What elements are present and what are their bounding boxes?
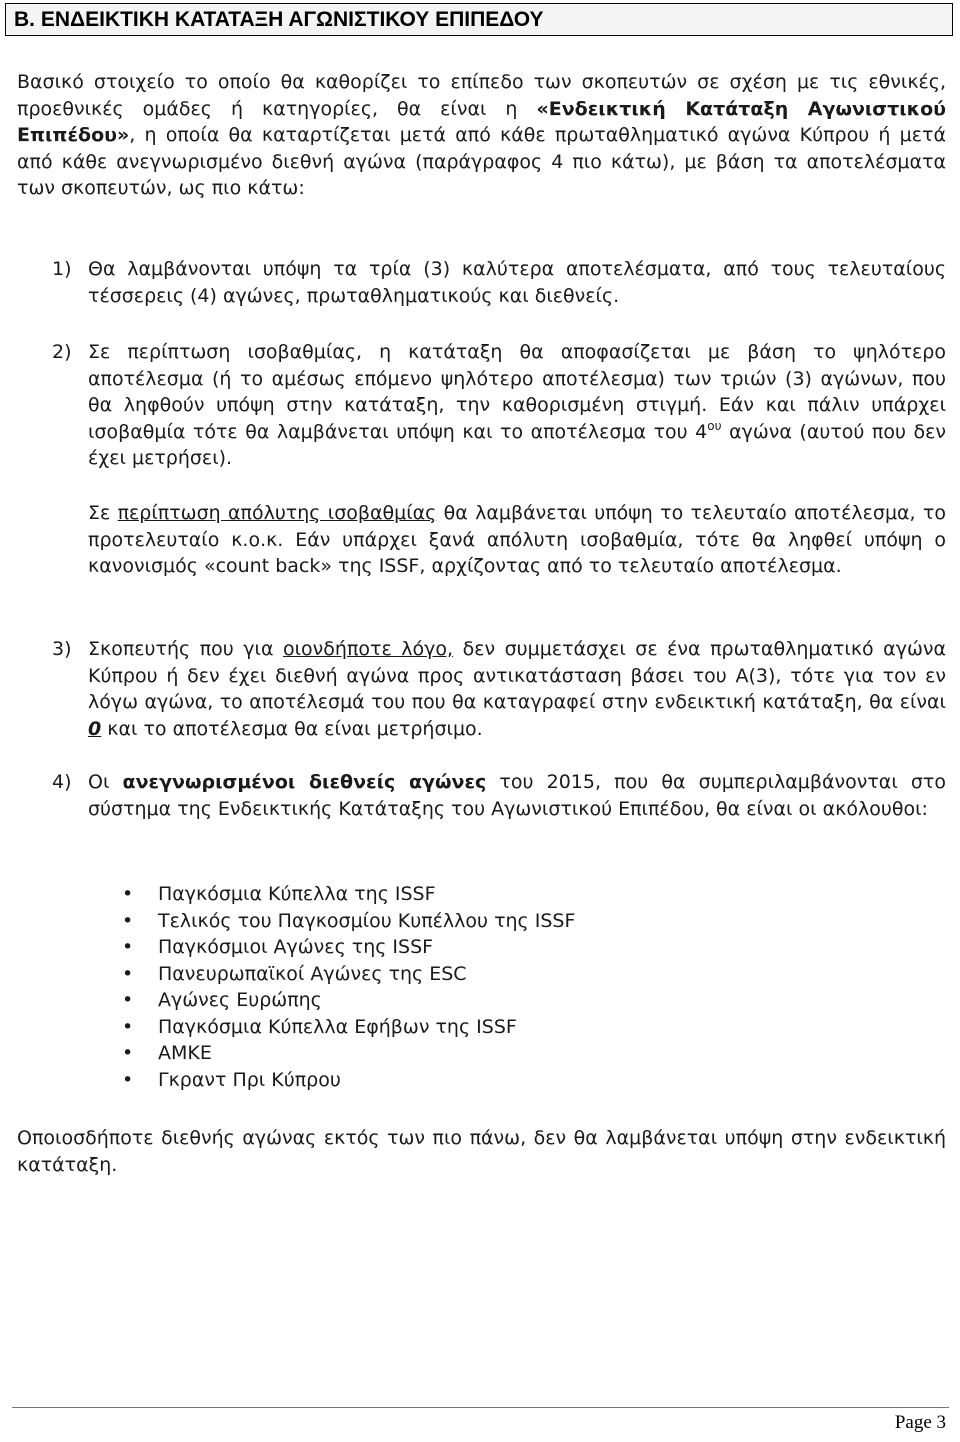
list-number: 2)	[52, 341, 72, 363]
item3-pre: Σκοπευτής που για	[88, 638, 283, 660]
list-item-text	[88, 339, 946, 472]
section-heading: Β. ΕΝΔΕΙΚΤΙΚΗ ΚΑΤΑΤΑΞΗ ΑΓΩΝΙΣΤΙΚΟΥ ΕΠΙΠΕΔΟΥ	[5, 3, 953, 36]
bullet-text: Παγκόσμια Κύπελλα Εφήβων της ISSF	[158, 1015, 517, 1038]
item4-bold: ανεγνωρισμένοι διεθνείς αγώνες	[122, 771, 487, 793]
item3-underline: οιονδήποτε λόγο,	[283, 638, 454, 660]
closing-paragraph: Οποιοσδήποτε διεθνής αγώνας εκτός των πιο πάνω, δεν θα λαμβάνεται υπόψη στην ενδεικτική κατάταξη.	[17, 1127, 946, 1176]
list-item-text	[88, 769, 946, 822]
item2-para2-pre: Σε	[88, 502, 118, 524]
list-item-text	[88, 500, 946, 580]
item2-para2-post: θα λαμβάνεται υπόψη το τελευταίο αποτέλεσμα, το προτελευταίο κ.ο.κ. Εάν υπάρχει ξανά απόλυτη ισοβαθμία, τότε θα ληφθεί υπόψη ο κανονισμός «count back» της ISSF, αρχίζοντας από το τελευταίο αποτέλεσμα.	[88, 502, 946, 577]
superscript: ου	[707, 418, 722, 433]
footer-divider	[12, 1407, 949, 1408]
item3-mid: δεν συμμετάσχει σε ένα πρωταθληματικό αγώνα Κύπρου ή δεν έχει διεθνή αγώνα προς αντικατάσταση βάσει του Α(3), τότε για τον εν λόγω αγώνα, το αποτέλεσμά του που θα καταγραφεί στην ενδεικτική κατάταξη, θα είναι	[88, 638, 947, 713]
bullet-item	[122, 1067, 822, 1094]
bullet-text: ΑΜΚΕ	[158, 1042, 212, 1064]
item2-para2-underline: περίπτωση απόλυτης ισοβαθμίας	[117, 502, 437, 524]
bullet-text: Πανευρωπαϊκοί Αγώνες της ESC	[158, 962, 467, 985]
bullet-icon: •	[122, 989, 134, 1011]
list-item-1	[52, 256, 946, 309]
bullet-text: Γκραντ Πρι Κύπρου	[158, 1068, 341, 1091]
bullet-text: Τελικός του Παγκοσμίου Κυπέλλου της ISSF	[158, 909, 576, 932]
bullet-item	[122, 934, 822, 961]
bullet-text: Αγώνες Ευρώπης	[158, 989, 322, 1011]
page-number: Page 3	[894, 1412, 946, 1433]
bullet-item	[122, 987, 822, 1014]
list-item-text: Θα λαμβάνονται υπόψη τα τρία (3) καλύτερα αποτελέσματα, από τους τελευταίους τέσσερεις (4) αγώνες, πρωταθληματικούς και διεθνείς.	[88, 258, 946, 307]
list-number: 1)	[52, 258, 72, 280]
bullet-icon: •	[122, 909, 134, 932]
intro-text-1: Βασικό στοιχείο το οποίο θα καθορίζει το επίπεδο των σκοπευτών σε σχέση με τις εθνικές, προεθνικές ομάδες ή κατηγορίες, θα είναι η	[17, 71, 946, 120]
bullet-item	[122, 908, 822, 935]
competitions-bullet-list	[122, 881, 822, 1093]
bullet-text: Παγκόσμιοι Αγώνες της ISSF	[158, 936, 434, 958]
list-item-2	[52, 339, 946, 472]
list-item-4	[52, 769, 946, 822]
bullet-text: Παγκόσμια Κύπελλα της ISSF	[158, 883, 436, 905]
bullet-icon: •	[122, 1068, 134, 1091]
list-number: 3)	[52, 638, 72, 660]
bullet-icon: •	[122, 1015, 134, 1038]
item2-text-1: Σε περίπτωση ισοβαθμίας, η κατάταξη θα αποφασίζεται με βάση το ψηλότερο αποτέλεσμα (ή το αμέσως επόμενο ψηλότερο αποτέλεσμα) των τριών (3) αγώνων, που θα ληφθούν υπόψη στην κατάταξη, την καθορισμένη στιγμή. Εάν και πάλιν υπάρχει ισοβαθμία τότε θα λαμβάνεται υπόψη και το αποτέλεσμα του 4	[88, 341, 946, 443]
intro-text-2: , η οποία θα καταρτίζεται μετά από κάθε πρωταθληματικό αγώνα Κύπρου ή μετά από κάθε ανεγνωρισμένο διεθνή αγώνα (παράγραφος 4 πιο κάτω), με βάση τα αποτελέσματα των σκοπευτών, ως πιο κάτω:	[17, 124, 946, 199]
intro-paragraph	[17, 69, 946, 202]
bullet-item	[122, 881, 822, 908]
item4-post: του 2015, που θα συμπεριλαμβάνονται στο σύστημα της Ενδεικτικής Κατάταξης του Αγωνιστικού Επιπέδου, θα είναι οι ακόλουθοι:	[88, 771, 946, 820]
item3-post: και το αποτέλεσμα θα είναι μετρήσιμο.	[101, 717, 483, 740]
item2-text-2: αγώνα (αυτού που δεν έχει μετρήσει).	[88, 420, 946, 469]
list-item-2-continuation	[52, 500, 946, 580]
bullet-item	[122, 1014, 822, 1041]
bullet-item	[122, 1040, 822, 1067]
item3-zero: 0	[88, 717, 102, 740]
list-number: 4)	[52, 771, 72, 793]
list-item-3	[52, 636, 946, 742]
list-item-text	[88, 636, 946, 742]
bullet-icon: •	[122, 883, 134, 905]
bullet-icon: •	[122, 936, 134, 958]
item4-pre: Οι	[88, 771, 123, 793]
bullet-icon: •	[122, 1042, 134, 1064]
bullet-icon: •	[122, 962, 134, 985]
bullet-item	[122, 961, 822, 988]
intro-bold-term: «Ενδεικτική Κατάταξη Αγωνιστικού Επιπέδου»	[17, 97, 947, 146]
